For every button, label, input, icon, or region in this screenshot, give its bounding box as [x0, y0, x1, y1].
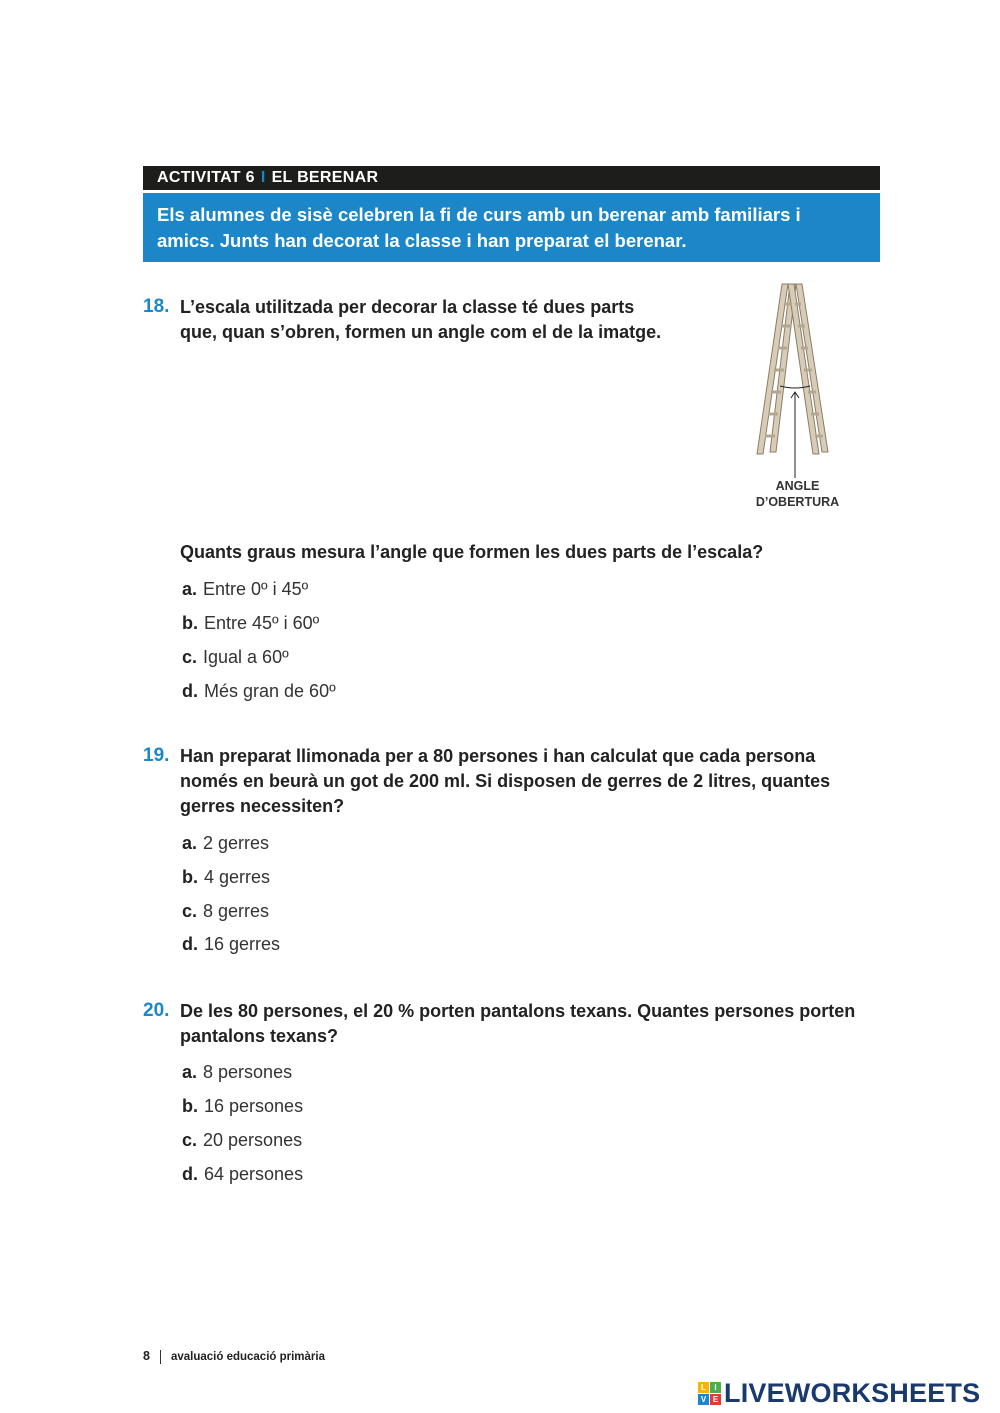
logo-mark-icon [698, 1382, 721, 1405]
activity-header [143, 166, 880, 190]
intro-line-1: Els alumnes de sisè celebren la fi de curs amb un berenar amb familiars i [157, 204, 801, 225]
intro-box [143, 193, 880, 262]
q18-option-d[interactable] [182, 681, 336, 702]
option-text: 16 gerres [204, 934, 281, 954]
question-18-line-2: que, quan s’obren, formen un angle com el de la imatge. [180, 322, 662, 342]
option-text: Igual a 60º [203, 647, 289, 667]
question-19-number: 19. [143, 745, 170, 766]
q19-option-b[interactable] [182, 867, 270, 888]
question-18-line-1: L’escala utilitzada per decorar la classe té dues parts [180, 297, 635, 317]
q18-option-b[interactable] [182, 613, 319, 634]
option-text: 4 gerres [204, 867, 271, 887]
option-letter: c. [182, 647, 198, 667]
page-footer [143, 1349, 325, 1364]
logo-mark-letter: V [698, 1394, 709, 1405]
header-separator: I [260, 169, 266, 186]
option-text: Entre 0º i 45º [203, 579, 309, 599]
footer-text: avaluació educació primària [170, 1351, 325, 1363]
option-letter: c. [182, 1130, 198, 1150]
activity-title: EL BERENAR [271, 169, 379, 186]
option-text: 64 persones [204, 1164, 304, 1184]
question-19-text [180, 744, 830, 819]
footer-divider [160, 1350, 161, 1364]
option-text: Entre 45º i 60º [204, 613, 320, 633]
option-text: 20 persones [203, 1130, 303, 1150]
logo-mark-letter: E [710, 1394, 721, 1405]
option-letter: d. [182, 934, 198, 954]
question-20-text [180, 999, 855, 1049]
option-text: 8 gerres [203, 901, 270, 921]
logo-mark-letter: L [698, 1382, 709, 1393]
question-20-number: 20. [143, 1000, 170, 1021]
activity-number: ACTIVITAT 6 [157, 169, 255, 186]
question-19-line-1: Han preparat llimonada per a 80 persones i han calculat que cada persona [180, 746, 816, 766]
q18-option-a[interactable] [182, 579, 308, 600]
option-text: Més gran de 60º [204, 681, 336, 701]
page-number: 8 [143, 1349, 150, 1363]
q20-option-c[interactable] [182, 1130, 302, 1151]
logo-text: LIVEWORKSHEETS [724, 1377, 981, 1408]
option-letter: b. [182, 1096, 198, 1116]
question-19-line-2: només en beurà un got de 200 ml. Si disposen de gerres de 2 litres, quantes [180, 771, 831, 791]
q19-option-d[interactable] [182, 934, 280, 955]
q20-option-d[interactable] [182, 1164, 303, 1185]
question-18-prompt: Quants graus mesura l’angle que formen les dues parts de l’escala? [180, 542, 764, 562]
liveworksheets-logo[interactable] [698, 1378, 980, 1408]
question-19-line-3: gerres necessiten? [180, 796, 345, 816]
question-20-line-1: De les 80 persones, el 20 % porten pantalons texans. Quantes persones porten [180, 1001, 856, 1021]
ladder-image [740, 280, 850, 480]
logo-mark-letter: I [710, 1382, 721, 1393]
option-letter: d. [182, 681, 198, 701]
angle-label-line-1: ANGLE [775, 479, 820, 493]
angle-label-line-2: D’OBERTURA [755, 495, 840, 509]
option-letter: b. [182, 867, 198, 887]
option-text: 8 persones [203, 1062, 293, 1082]
option-letter: a. [182, 579, 198, 599]
q18-option-c[interactable] [182, 647, 289, 668]
option-letter: d. [182, 1164, 198, 1184]
question-18-number: 18. [143, 296, 170, 317]
option-letter: a. [182, 1062, 198, 1082]
q20-option-b[interactable] [182, 1096, 303, 1117]
option-letter: a. [182, 833, 198, 853]
option-text: 2 gerres [203, 833, 270, 853]
option-letter: c. [182, 901, 198, 921]
angle-label [745, 478, 850, 510]
question-18-text [180, 295, 661, 345]
q19-option-c[interactable] [182, 901, 269, 922]
question-20-line-2: pantalons texans? [180, 1026, 339, 1046]
option-text: 16 persones [204, 1096, 304, 1116]
option-letter: b. [182, 613, 198, 633]
q19-option-a[interactable] [182, 833, 269, 854]
intro-line-2: amics. Junts han decorat la classe i han preparat el berenar. [157, 230, 687, 251]
q20-option-a[interactable] [182, 1062, 292, 1083]
